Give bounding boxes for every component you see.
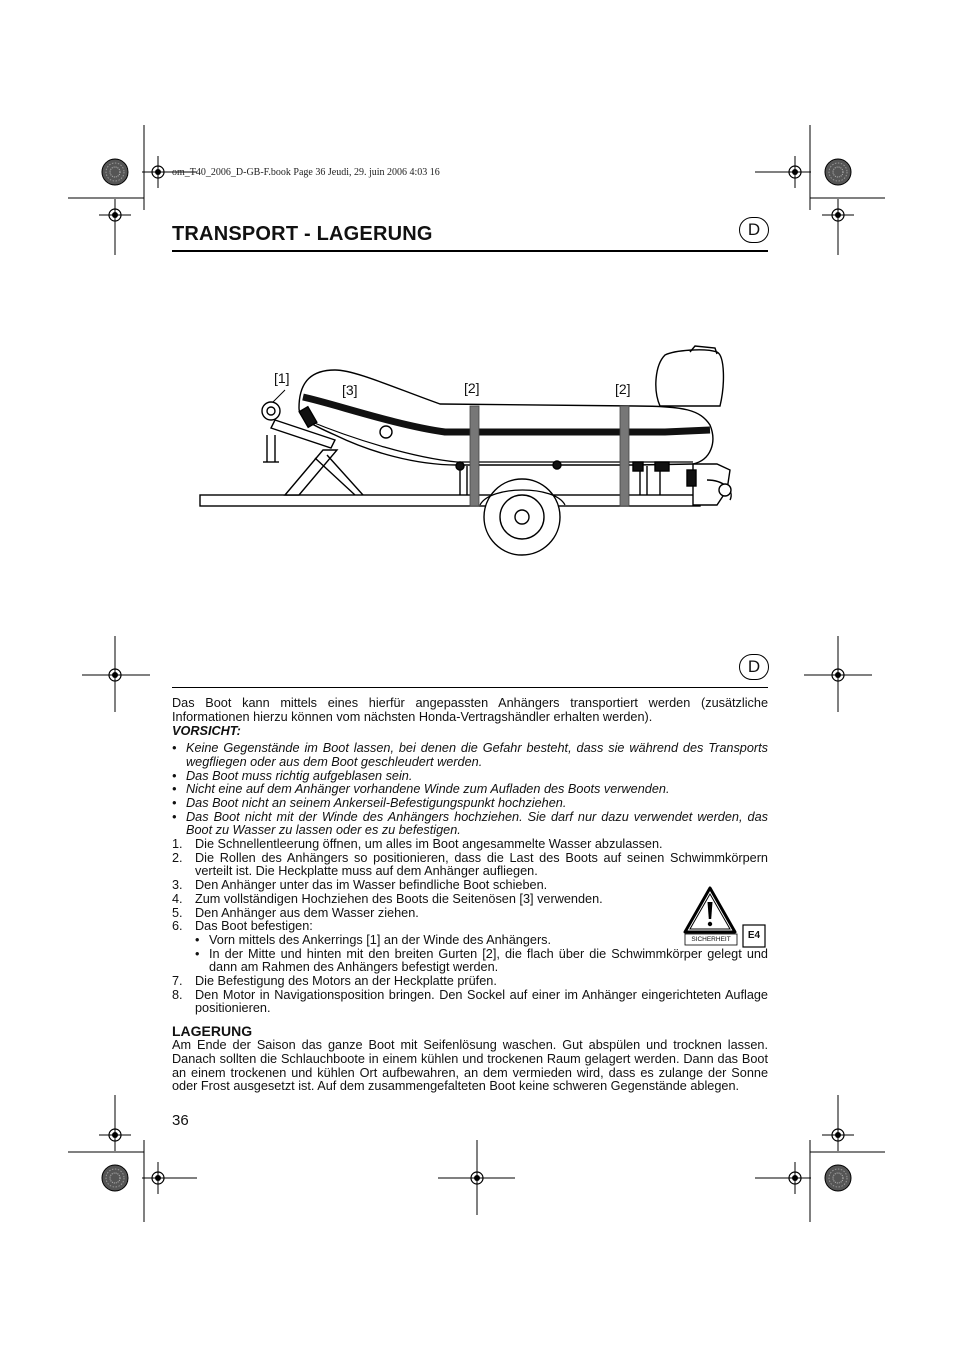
callout-2-rear: [2]: [615, 381, 631, 397]
callout-3: [3]: [342, 382, 358, 398]
step-item: 6. Das Boot befestigen:: [172, 919, 313, 934]
step-item: 5. Den Anhänger aus dem Wasser ziehen.: [172, 905, 419, 920]
storage-paragraph: Am Ende der Saison das ganze Boot mit Seifenlösung waschen. Gut abspülen und trocknen lassen. Danach sollten die Schlauchboote in einem kühlen und trockenen Raum gelagert werden. Dann das Boot an einem trockenen und kühlen Ort aufbewahren, an dem vermieden wird, dass es zulange der Sonne oder Frost ausgesetzt ist. Auf dem zusammengefalteten Boot keine schweren Gegenstände ablegen.: [172, 1038, 768, 1094]
safety-label: SICHERHEIT: [691, 936, 731, 943]
step-item: 3. Den Anhänger unter das im Wasser befindliche Boot schieben.: [172, 878, 548, 893]
caution-list: [172, 742, 768, 838]
caution-item: • Das Boot nicht an seinem Ankerseil-Befestigungspunkt hochziehen.: [172, 795, 567, 810]
step-item: 8. Den Motor in Navigationsposition bringen. Den Sockel auf einer im Anhänger eingerichteten Auflage positionieren.: [172, 987, 768, 1016]
intro-paragraph: Das Boot kann mittels eines hierfür angepassten Anhängers transportiert werden (zusätzliche Informationen hierzu können vom nächsten Honda-Vertragshändler erhalten werden).: [172, 696, 768, 724]
callout-1: [1]: [274, 370, 290, 386]
caution-item: • Das Boot muss richtig aufgeblasen sein.: [172, 768, 413, 783]
storage-heading: LAGERUNG: [172, 1023, 253, 1040]
substep-item: • In der Mitte und hinten mit den breiten Gurten [2], die flach über die Schwimmkörper gelegt und dann am Rahmen des Anhängers befestigt werden.: [195, 946, 768, 975]
language-badge: D: [739, 217, 769, 243]
caution-item: • Das Boot nicht mit der Winde des Anhängers hochziehen. Sie darf nur dazu verwendet werden, das Boot zu Wasser zu lassen oder es zu befestigen.: [172, 809, 768, 838]
body-text: [172, 697, 768, 1094]
section-rule: [172, 687, 768, 688]
page-number: 36: [172, 1112, 189, 1129]
callout-2-middle: [2]: [464, 380, 480, 396]
caution-heading: VORSICHT:: [172, 724, 241, 739]
caution-item: • Keine Gegenstände im Boot lassen, bei denen die Gefahr besteht, dass sie während des Transports wegfliegen oder aus dem Boot geschleudert werden.: [172, 741, 768, 769]
step-item: 4. Zum vollständigen Hochziehen des Boots die Seitenösen [3] verwenden.: [172, 891, 603, 906]
steps-list: [172, 838, 768, 1016]
language-badge-section: D: [739, 654, 769, 680]
page-title: TRANSPORT - LAGERUNG: [172, 223, 433, 245]
step-item: 1. Die Schnellentleerung öffnen, um alles im Boot angesammelte Wasser abzulassen.: [172, 837, 663, 852]
caution-item: • Nicht eine auf dem Anhänger vorhandene Winde zum Aufladen des Boots verwenden.: [172, 782, 670, 797]
substep-item: • Vorn mittels des Ankerrings [1] an der Winde des Anhängers.: [195, 932, 552, 947]
safety-code: E4: [747, 930, 761, 941]
title-rule: [172, 250, 768, 252]
step-item: 7. Die Befestigung des Motors an der Heckplatte prüfen.: [172, 974, 497, 989]
step-item: 2. Die Rollen des Anhängers so positionieren, dass die Last des Boots auf seinen Schwimmkörpern verteilt ist. Die Heckplatte muss auf dem Anhänger aufliegen.: [172, 850, 768, 879]
safety-warning-icon: [683, 884, 767, 948]
file-info: om_T40_2006_D-GB-F.book Page 36 Jeudi, 29. juin 2006 4:03 16: [172, 167, 440, 178]
